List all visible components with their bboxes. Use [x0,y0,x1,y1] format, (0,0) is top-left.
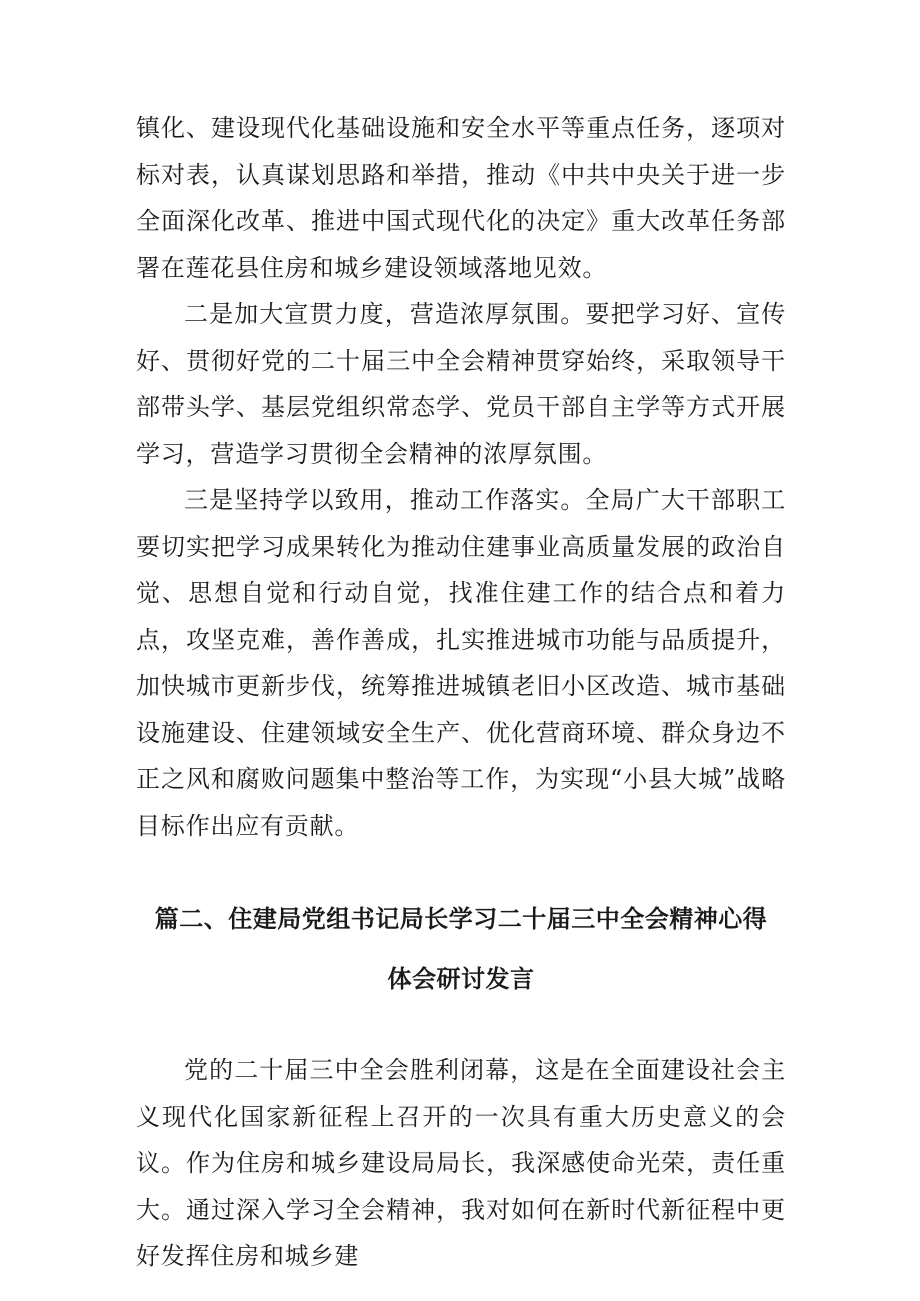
section-title-line-1: 篇二、住建局党组书记局长学习二十届三中全会精神心得 [154,905,768,933]
paragraph-continuation: 镇化、建设现代化基础设施和安全水平等重点任务，逐项对标对表，认真谋划思路和举措，推动《中共中央关于进一步全面深化改革、推进中国式现代化的决定》重大改革任务部署在莲花县住房和城乡建设领域落地见效。 [136,114,786,282]
document-body [136,105,786,1280]
spacer [136,849,786,889]
section-title [136,889,786,1009]
paragraph-point-three: 三是坚持学以致用，推动工作落实。全局广大干部职工要切实把学习成果转化为推动住建事业高质量发展的政治自觉、思想自觉和行动自觉，找准住建工作的结合点和着力点，攻坚克难，善作善成，扎实推进城市功能与品质提升，加快城市更新步伐，统筹推进城镇老旧小区改造、城市基础设施建设、住建领域安全生产、优化营商环境、群众身边不正之风和腐败问题集中整治等工作，为实现“小县大城”战略目标作出应有贡献。 [136,486,786,840]
spacer [136,1009,786,1047]
section-title-line-2: 体会研讨发言 [387,965,535,993]
paragraph-intro: 党的二十届三中全会胜利闭幕，这是在全面建设社会主义现代化国家新征程上召开的一次具有重大历史意义的会议。作为住房和城乡建设局局长，我深感使命光荣，责任重大。通过深入学习全会精神，我对如何在新时代新征程中更好发挥住房和城乡建 [136,1056,786,1270]
paragraph-point-two: 二是加大宣贯力度，营造浓厚氛围。要把学习好、宣传好、贯彻好党的二十届三中全会精神贯穿始终，采取领导干部带头学、基层党组织常态学、党员干部自主学等方式开展学习，营造学习贯彻全会精神的浓厚氛围。 [136,300,786,468]
